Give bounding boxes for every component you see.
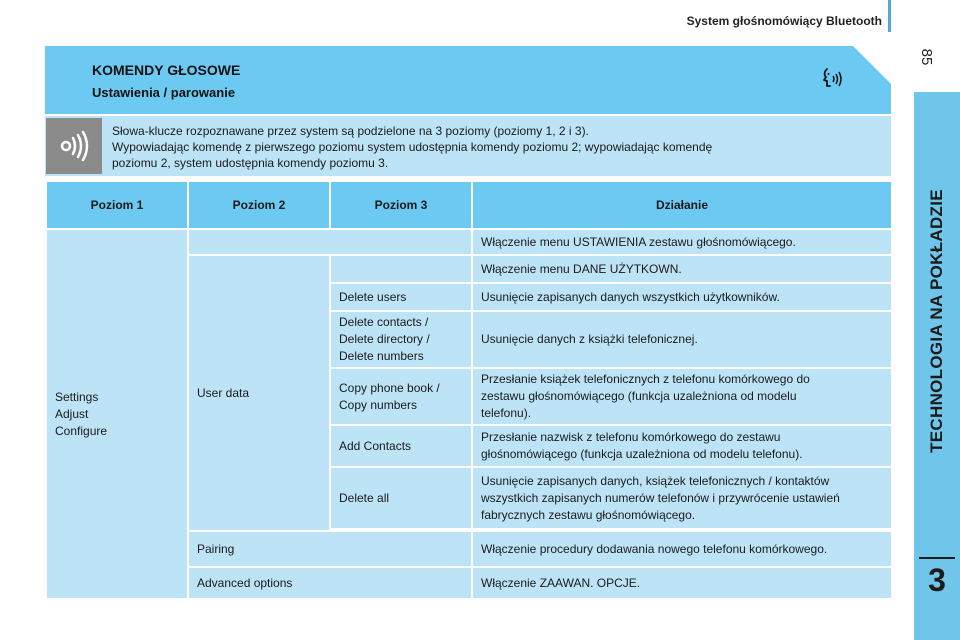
section-banner — [45, 46, 891, 114]
voice-command-icon — [818, 66, 844, 92]
cell-level3: Delete users — [330, 283, 472, 311]
header-level-1: Poziom 1 — [46, 181, 188, 229]
cell-level3: Copy phone book / Copy numbers — [330, 368, 472, 425]
table-row — [46, 229, 892, 255]
page-number: 85 — [918, 48, 936, 66]
header-action: Działanie — [472, 181, 892, 229]
section-subtitle: Ustawienia / parowanie — [92, 85, 236, 100]
cell-action: Przesłanie nazwisk z telefonu komórkowego do zestawu głośnomówiącego (funkcja uzależniona od modelu telefonu). — [472, 425, 892, 467]
chapter-title — [914, 92, 960, 550]
cell-empty — [330, 255, 472, 283]
info-text: Słowa-klucze rozpoznawane przez system są podzielone na 3 poziomy (poziomy 1, 2 i 3). Wypowiadając komendę z pierwszego poziomu system udostępnia komendy poziomu 2; wypowiadając komendę poziomu 2, system udostępnia komendy poziomu 3. — [112, 124, 713, 170]
cell-action: Włączenie menu DANE UŻYTKOWN. — [472, 255, 892, 283]
cell-empty — [188, 229, 472, 255]
cell-action: Usunięcie zapisanych danych wszystkich użytkowników. — [472, 283, 892, 311]
cell-action: Włączenie ZAAWAN. OPCJE. — [472, 567, 892, 599]
cell-action: Usunięcie danych z książki telefonicznej. — [472, 311, 892, 368]
cell-action: Przesłanie książek telefonicznych z telefonu komórkowego do zestawu głośnomówiącego (funkcja uzależniona od modelu telefonu). — [472, 368, 892, 425]
cell-action: Usunięcie zapisanych danych, książek telefonicznych / kontaktów wszystkich zapisanych numerów telefonów i przywrócenie ustawień fabrycznych zestawu głośnomówiącego. — [472, 467, 892, 529]
cell-action: Włączenie procedury dodawania nowego telefonu komórkowego. — [472, 531, 892, 567]
cell-level3: Delete all — [330, 467, 472, 529]
table-header-row — [46, 181, 892, 229]
cell-level2-pairing: Pairing — [188, 531, 472, 567]
chapter-number: 3 — [928, 562, 946, 598]
info-icon-box — [46, 118, 102, 174]
voice-commands-table — [45, 180, 893, 600]
cell-level1-settings: Settings Adjust Configure — [46, 229, 188, 599]
header-rule — [888, 0, 891, 32]
section-title: KOMENDY GŁOSOWE — [92, 62, 241, 78]
chapter-divider — [919, 557, 955, 559]
sound-waves-icon — [56, 130, 92, 162]
cell-level2-user-data: User data — [188, 255, 330, 531]
cell-level3: Delete contacts / Delete directory / Delete numbers — [330, 311, 472, 368]
chapter-title-text: TECHNOLOGIA NA POKŁADZIE — [927, 189, 946, 453]
cell-level3: Add Contacts — [330, 425, 472, 467]
header-level-2: Poziom 2 — [188, 181, 330, 229]
cell-level2-advanced: Advanced options — [188, 567, 472, 599]
cell-action: Włączenie menu USTAWIENIA zestawu głośnomówiącego. — [472, 229, 892, 255]
header-level-3: Poziom 3 — [330, 181, 472, 229]
running-header: System głośnomówiący Bluetooth — [686, 14, 882, 28]
